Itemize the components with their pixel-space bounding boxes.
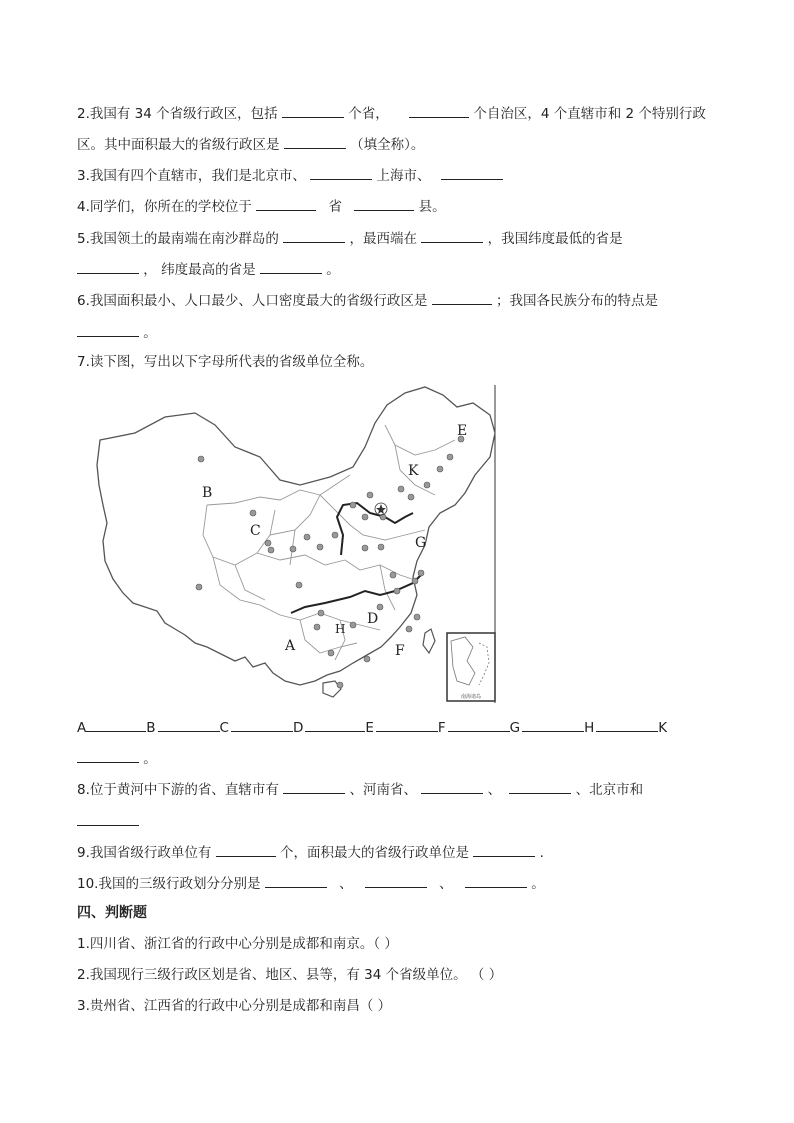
q7-answers-end: 。 <box>143 751 157 767</box>
answer-blank[interactable] <box>282 103 344 118</box>
q6-text-3: 。 <box>143 325 157 341</box>
map-label-k: K <box>408 463 419 479</box>
answer-blank[interactable] <box>265 873 327 888</box>
taiwan-island <box>423 629 435 653</box>
answer-blank[interactable] <box>77 322 139 337</box>
answer-blank[interactable] <box>596 717 658 732</box>
q5-text-5: 。 <box>326 262 340 278</box>
question-6-line-2 <box>77 322 157 342</box>
answer-blank[interactable] <box>409 103 469 118</box>
answer-blank[interactable] <box>260 259 322 274</box>
q6-text-1: 6.我国面积最小、人口最少、人口密度最大的省级行政区是 <box>77 293 428 309</box>
answer-blank[interactable] <box>310 165 372 180</box>
section-4-heading: 四、判断题 <box>77 905 147 921</box>
map-label-b: B <box>202 485 213 501</box>
answer-blank[interactable] <box>216 842 276 857</box>
true-false-item-2: 2.我国现行三级行政区划是省、地区、县等，有 34 个省级单位。 （ ） <box>77 967 503 983</box>
q8-text-1: 8.位于黄河中下游的省、直辖市有 <box>77 782 279 798</box>
q3-text-1: 3.我国有四个直辖市，我们是北京市、 <box>77 168 306 184</box>
q8-text-4: 、北京市和 <box>575 782 644 798</box>
true-false-item-1: 1.四川省、浙江省的行政中心分别是成都和南京。（ ） <box>77 936 398 952</box>
map-label-g: G <box>415 535 427 551</box>
q2-text-4: 区。其中面积最大的省级行政区是 <box>77 137 280 153</box>
answer-blank[interactable] <box>465 873 527 888</box>
q10-text-4: 。 <box>531 876 545 892</box>
q4-text-2: 省 <box>328 199 342 215</box>
q4-text-1: 4.同学们，你所在的学校位于 <box>77 199 252 215</box>
map-label-a: A <box>285 638 296 654</box>
question-7 <box>77 353 373 371</box>
q8-text-2: 、河南省、 <box>349 782 417 798</box>
q5-text-3: ，我国纬度最低的省是 <box>487 231 623 247</box>
answer-blank[interactable] <box>77 811 139 826</box>
map-label-c: C <box>250 523 261 539</box>
inset-caption: 南海诸岛 <box>460 694 482 700</box>
q5-text-1: 5.我国领土的最南端在南沙群岛的 <box>77 231 279 247</box>
q10-text-2: 、 <box>339 876 353 892</box>
question-6-line-1 <box>77 290 658 310</box>
question-8-line-1 <box>77 779 643 799</box>
q2-text-3: 个自治区，4 个直辖市和 2 个特别行政 <box>473 106 706 122</box>
answer-letter: K <box>658 720 668 736</box>
question-9 <box>77 842 544 862</box>
answer-blank[interactable] <box>231 717 293 732</box>
question-5-line-2 <box>77 259 340 279</box>
q2-text-1: 2.我国有 34 个省级行政区，包括 <box>77 106 278 122</box>
q9-text-2: 个，面积最大的省级行政单位是 <box>279 845 469 861</box>
q5-text-2: ，最西端在 <box>349 231 417 247</box>
question-5-line-1 <box>77 228 623 248</box>
city-dots <box>196 436 464 688</box>
capital-star-icon <box>375 503 387 515</box>
answer-letter: B <box>146 720 156 736</box>
answer-letter: F <box>437 720 446 736</box>
q2-text-2: 个省， <box>348 106 389 122</box>
answer-letter: A <box>77 720 87 736</box>
q3-text-2: 上海市、 <box>376 168 431 184</box>
question-2-line-2 <box>77 134 424 154</box>
china-province-map <box>95 385 505 705</box>
q4-text-3: 县。 <box>418 199 446 215</box>
q10-text-1: 10.我国的三级行政划分分别是 <box>77 876 261 892</box>
question-3 <box>77 165 503 185</box>
answer-blank[interactable] <box>473 842 535 857</box>
map-label-e: E <box>457 423 468 439</box>
q5-text-4: ， 纬度最高的省是 <box>143 262 256 278</box>
answer-blank[interactable] <box>509 779 571 794</box>
answer-blank[interactable] <box>284 134 346 149</box>
q9-text-3: . <box>539 845 544 861</box>
answer-blank[interactable] <box>283 228 345 243</box>
answer-blank[interactable] <box>86 717 146 732</box>
answer-blank[interactable] <box>522 717 584 732</box>
q6-text-2: ；我国各民族分布的特点是 <box>495 293 658 309</box>
south-china-sea-inset <box>447 633 495 701</box>
q9-text-1: 9.我国省级行政单位有 <box>77 845 212 861</box>
q8-text-3: 、 <box>487 782 502 798</box>
answer-blank[interactable] <box>448 717 510 732</box>
thick-boundary-south <box>291 575 421 613</box>
map-label-h: H <box>335 622 346 636</box>
answer-blank[interactable] <box>441 165 503 180</box>
answer-letter: H <box>584 720 595 736</box>
answer-blank[interactable] <box>376 717 438 732</box>
answer-blank[interactable] <box>256 196 316 211</box>
answer-letter: C <box>219 720 229 736</box>
answer-letter: G <box>509 720 521 736</box>
answer-blank[interactable] <box>283 779 345 794</box>
map-label-f: F <box>395 643 405 659</box>
map-label-d: D <box>367 611 379 627</box>
question-2-line-1 <box>77 103 706 123</box>
answer-blank[interactable] <box>421 779 483 794</box>
question-4 <box>77 196 446 216</box>
question-7-answers-line-2 <box>77 748 157 768</box>
question-8-line-2 <box>77 811 139 831</box>
answer-blank[interactable] <box>77 259 139 274</box>
question-7-answers-line-1 <box>77 717 667 737</box>
answer-blank[interactable] <box>365 873 427 888</box>
answer-blank[interactable] <box>77 748 139 763</box>
answer-blank[interactable] <box>421 228 483 243</box>
question-10 <box>77 873 545 893</box>
q2-text-5: （填全称）。 <box>350 137 425 153</box>
answer-blank[interactable] <box>354 196 414 211</box>
q10-text-3: 、 <box>439 876 453 892</box>
true-false-item-3: 3.贵州省、江西省的行政中心分别是成都和南昌（ ） <box>77 998 392 1014</box>
answer-blank[interactable] <box>158 717 220 732</box>
answer-blank[interactable] <box>432 290 492 305</box>
answer-letter: D <box>292 720 304 736</box>
answer-letter: E <box>365 720 374 736</box>
answer-blank[interactable] <box>305 717 365 732</box>
q7-text-1: 7.读下图，写出以下字母所代表的省级单位全称。 <box>77 354 374 370</box>
